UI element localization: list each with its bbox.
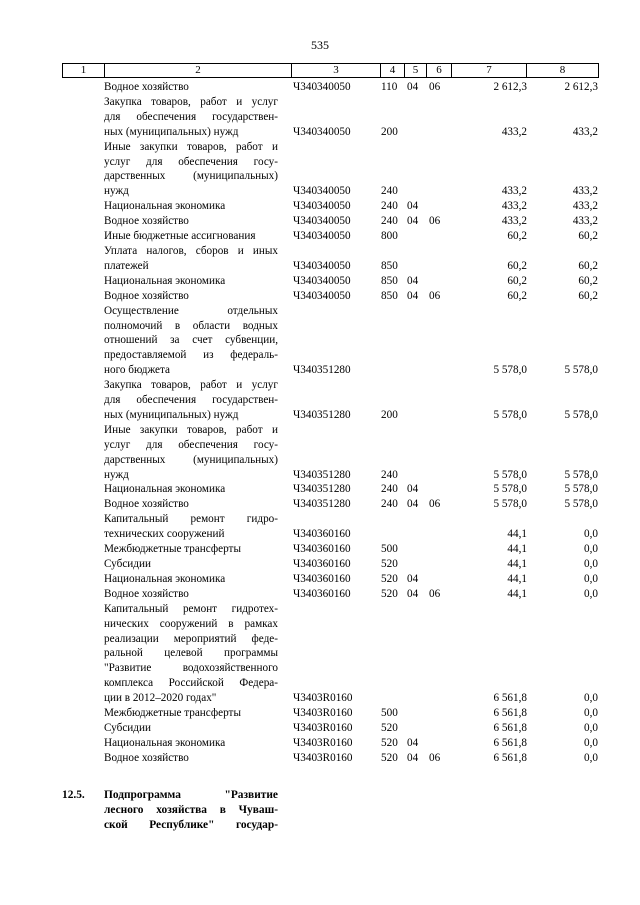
budget-table-body [0,80,640,766]
table-row [0,572,640,587]
row-name-line: Национальная экономика [104,572,226,585]
expense-type-code: 850 [381,259,398,272]
row-name-line: нужд [104,468,129,481]
amount-year-1: 44,1 [507,587,527,600]
target-article-code: Ч340340050 [293,289,351,302]
table-row [0,80,640,95]
expense-type-code: 110 [381,81,398,94]
row-name-line: Водное хозяйство [104,215,189,228]
row-name-line: дарственных (муниципальных) [104,170,278,183]
amount-year-1: 5 578,0 [493,408,527,421]
table-row [0,602,640,706]
section-code: 04 [407,751,419,764]
amount-year-1: 433,2 [501,125,527,138]
amount-year-2: 5 578,0 [564,483,598,496]
amount-year-2: 433,2 [572,215,598,228]
subprogram-title [104,788,278,833]
amount-year-2: 5 578,0 [564,468,598,481]
row-name-line: услуг для обеспечения госу- [104,155,278,168]
row-name-line: дарственных (муниципальных) [104,453,278,466]
row-name-line: Национальная экономика [104,200,226,213]
row-name-line: ции в 2012–2020 годах" [104,692,217,705]
amount-year-1: 6 561,8 [493,707,527,720]
target-article-code: Ч340351280 [293,364,351,377]
table-row [0,557,640,572]
row-name-line: Иные закупки товаров, работ и [104,423,278,436]
column-header-3: 3 [291,64,380,77]
amount-year-1: 6 561,8 [493,736,527,749]
subsection-code: 06 [429,587,441,600]
column-header-4: 4 [380,64,404,77]
amount-year-1: 60,2 [507,259,527,272]
expense-type-code: 520 [381,587,398,600]
target-article-code: Ч340340050 [293,215,351,228]
row-name [104,557,278,572]
section-code: 04 [407,215,419,228]
target-article-code: Ч340360160 [293,558,351,571]
row-name-line: Иные закупки товаров, работ и [104,140,278,153]
table-row [0,244,640,274]
row-name [104,140,278,200]
amount-year-2: 0,0 [584,736,598,749]
amount-year-2: 0,0 [584,572,598,585]
row-name-line: Водное хозяйство [104,587,189,600]
expense-type-code: 240 [381,200,398,213]
amount-year-2: 0,0 [584,692,598,705]
amount-year-2: 60,2 [578,259,598,272]
table-row [0,497,640,512]
section-code: 04 [407,289,419,302]
amount-year-1: 6 561,8 [493,751,527,764]
subprogram-number: 12.5. [62,789,85,801]
amount-year-2: 0,0 [584,751,598,764]
expense-type-code: 240 [381,498,398,511]
target-article-code: Ч340340050 [293,125,351,138]
amount-year-1: 44,1 [507,558,527,571]
row-name-line: отношений за счет субвенции, [104,334,278,347]
column-header-1: 1 [80,64,87,76]
row-name-line: Иные бюджетные ассигнования [104,230,256,243]
column-header-6: 6 [426,64,451,77]
amount-year-2: 5 578,0 [564,498,598,511]
amount-year-1: 6 561,8 [493,692,527,705]
amount-year-1: 2 612,3 [493,81,527,94]
row-name-line: ного бюджета [104,364,170,377]
row-name-line: Капитальный ремонт гидро- [104,513,278,526]
row-name-line: ных (муниципальных) нужд [104,408,239,421]
section-code: 04 [407,572,419,585]
row-name-line: Субсидии [104,558,151,570]
amount-year-1: 5 578,0 [493,498,527,511]
row-name-line: нических сооружений в рамках [104,617,278,630]
row-name-line: "Развитие водохозяйственного [104,662,278,675]
row-name [104,542,278,557]
row-name-line: комплекса Российской Федера- [104,677,278,690]
table-row [0,542,640,557]
target-article-code: Ч340360160 [293,528,351,541]
target-article-code: Ч3403R0160 [293,721,353,734]
row-name-line: Водное хозяйство [104,81,189,93]
subsection-code: 06 [429,289,441,302]
target-article-code: Ч340351280 [293,408,351,421]
row-name-line: Субсидии [104,721,151,734]
amount-year-2: 433,2 [572,185,598,198]
amount-year-2: 60,2 [578,289,598,302]
amount-year-1: 433,2 [501,185,527,198]
target-article-code: Ч340340050 [293,259,351,272]
amount-year-1: 60,2 [507,230,527,243]
row-name-line: Осуществление отдельных [104,304,278,317]
table-row [0,482,640,497]
amount-year-2: 0,0 [584,721,598,734]
amount-year-2: 60,2 [578,230,598,243]
subsection-code: 06 [429,215,441,228]
page-number: 535 [311,38,329,52]
column-header-2: 2 [104,64,291,77]
section-code: 04 [407,274,419,287]
row-name-line: Закупка товаров, работ и услуг [104,379,278,392]
target-article-code: Ч340351280 [293,498,351,511]
expense-type-code: 240 [381,483,398,496]
row-name [104,572,278,587]
row-name [104,602,278,706]
amount-year-2: 60,2 [578,274,598,287]
row-name-line: полномочий в области водных [104,319,278,332]
row-name-line: Закупка товаров, работ и услуг [104,95,278,108]
target-article-code: Ч340360160 [293,543,351,556]
target-article-code: Ч3403R0160 [293,707,353,720]
row-name [104,304,278,379]
table-row [0,304,640,379]
row-name-line: технических сооружений [104,528,225,541]
section-code: 04 [407,81,419,94]
table-row [0,274,640,289]
expense-type-code: 520 [381,721,398,734]
table-row [0,229,640,244]
row-name-line: для обеспечения государствен- [104,394,278,407]
section-code: 04 [407,587,419,600]
amount-year-1: 60,2 [507,274,527,287]
amount-year-1: 6 561,8 [493,721,527,734]
amount-year-1: 433,2 [501,215,527,228]
expense-type-code: 500 [381,707,398,720]
row-name [104,512,278,542]
expense-type-code: 200 [381,125,398,138]
amount-year-1: 44,1 [507,528,527,541]
expense-type-code: 500 [381,543,398,556]
column-header-5: 5 [404,64,426,77]
row-name [104,80,278,95]
amount-year-2: 0,0 [584,587,598,600]
table-row [0,587,640,602]
expense-type-code: 520 [381,572,398,585]
row-name [104,244,278,274]
table-row [0,512,640,542]
row-name-line: Водное хозяйство [104,751,189,764]
amount-year-2: 2 612,3 [564,81,598,94]
expense-type-code: 240 [381,468,398,481]
row-name-line: Национальная экономика [104,483,226,496]
amount-year-1: 433,2 [501,200,527,213]
row-name-line: ных (муниципальных) нужд [104,125,239,138]
expense-type-code: 520 [381,751,398,764]
row-name-line: Уплата налогов, сборов и иных [104,244,278,257]
table-row [0,423,640,483]
row-name [104,289,278,304]
row-name [104,378,278,423]
amount-year-1: 5 578,0 [493,364,527,377]
subprogram-title-line: лесного хозяйства в Чуваш- [104,803,278,816]
target-article-code: Ч340351280 [293,468,351,481]
row-name [104,751,278,766]
target-article-code: Ч340340050 [293,185,351,198]
row-name [104,706,278,721]
subprogram-title-line: ской Республике" государ- [104,818,278,831]
target-article-code: Ч340351280 [293,483,351,496]
column-header-7: 7 [451,64,526,77]
expense-type-code: 520 [381,558,398,571]
table-row [0,214,640,229]
amount-year-2: 0,0 [584,528,598,541]
amount-year-1: 5 578,0 [493,483,527,496]
amount-year-2: 5 578,0 [564,408,598,421]
expense-type-code: 240 [381,185,398,198]
row-name [104,423,278,483]
target-article-code: Ч3403R0160 [293,736,353,749]
target-article-code: Ч340360160 [293,572,351,585]
table-row [0,140,640,200]
row-name [104,721,278,736]
row-name-line: ральной целевой программы [104,647,278,660]
expense-type-code: 240 [381,215,398,228]
row-name-line: Национальная экономика [104,736,226,749]
table-row [0,289,640,304]
amount-year-2: 433,2 [572,125,598,138]
row-name-line: услуг для обеспечения госу- [104,438,278,451]
subprogram-title-line: Подпрограмма "Развитие [104,789,278,801]
amount-year-2: 0,0 [584,543,598,556]
row-name-line: Капитальный ремонт гидротех- [104,602,278,615]
table-row [0,736,640,751]
expense-type-code: 850 [381,289,398,302]
row-name-line: платежей [104,259,149,272]
table-row [0,199,640,214]
expense-type-code: 200 [381,408,398,421]
target-article-code: Ч340340050 [293,230,351,243]
row-name [104,482,278,497]
subsection-code: 06 [429,81,441,94]
row-name [104,736,278,751]
target-article-code: Ч3403R0160 [293,751,353,764]
expense-type-code: 520 [381,736,398,749]
table-row [0,706,640,721]
target-article-code: Ч340340050 [293,200,351,213]
row-name [104,587,278,602]
target-article-code: Ч340340050 [293,81,351,94]
row-name-line: реализации мероприятий феде- [104,632,278,645]
expense-type-code: 850 [381,274,398,287]
section-code: 04 [407,483,419,496]
section-code: 04 [407,498,419,511]
amount-year-1: 44,1 [507,543,527,556]
row-name [104,229,278,244]
row-name-line: Национальная экономика [104,274,226,287]
row-name [104,274,278,289]
target-article-code: Ч3403R0160 [293,692,353,705]
row-name-line: для обеспечения государствен- [104,110,278,123]
target-article-code: Ч340340050 [293,274,351,287]
row-name-line: предоставляемой из федераль- [104,349,278,362]
table-row [0,751,640,766]
amount-year-2: 5 578,0 [564,364,598,377]
expense-type-code: 800 [381,230,398,243]
amount-year-2: 433,2 [572,200,598,213]
row-name-line: Межбюджетные трансферты [104,543,241,556]
amount-year-1: 60,2 [507,289,527,302]
row-name-line: нужд [104,185,129,198]
amount-year-1: 5 578,0 [493,468,527,481]
section-code: 04 [407,200,419,213]
row-name [104,199,278,214]
row-name-line: Водное хозяйство [104,498,189,511]
table-row [0,378,640,423]
amount-year-2: 0,0 [584,707,598,720]
amount-year-1: 44,1 [507,572,527,585]
table-row [0,95,640,140]
row-name [104,95,278,140]
table-row [0,721,640,736]
row-name [104,214,278,229]
column-header-row [62,63,599,78]
target-article-code: Ч340360160 [293,587,351,600]
row-name-line: Межбюджетные трансферты [104,707,241,720]
subsection-code: 06 [429,751,441,764]
row-name-line: Водное хозяйство [104,289,189,302]
column-header-8: 8 [526,64,598,77]
subsection-code: 06 [429,498,441,511]
section-code: 04 [407,736,419,749]
row-name [104,497,278,512]
amount-year-2: 0,0 [584,558,598,571]
